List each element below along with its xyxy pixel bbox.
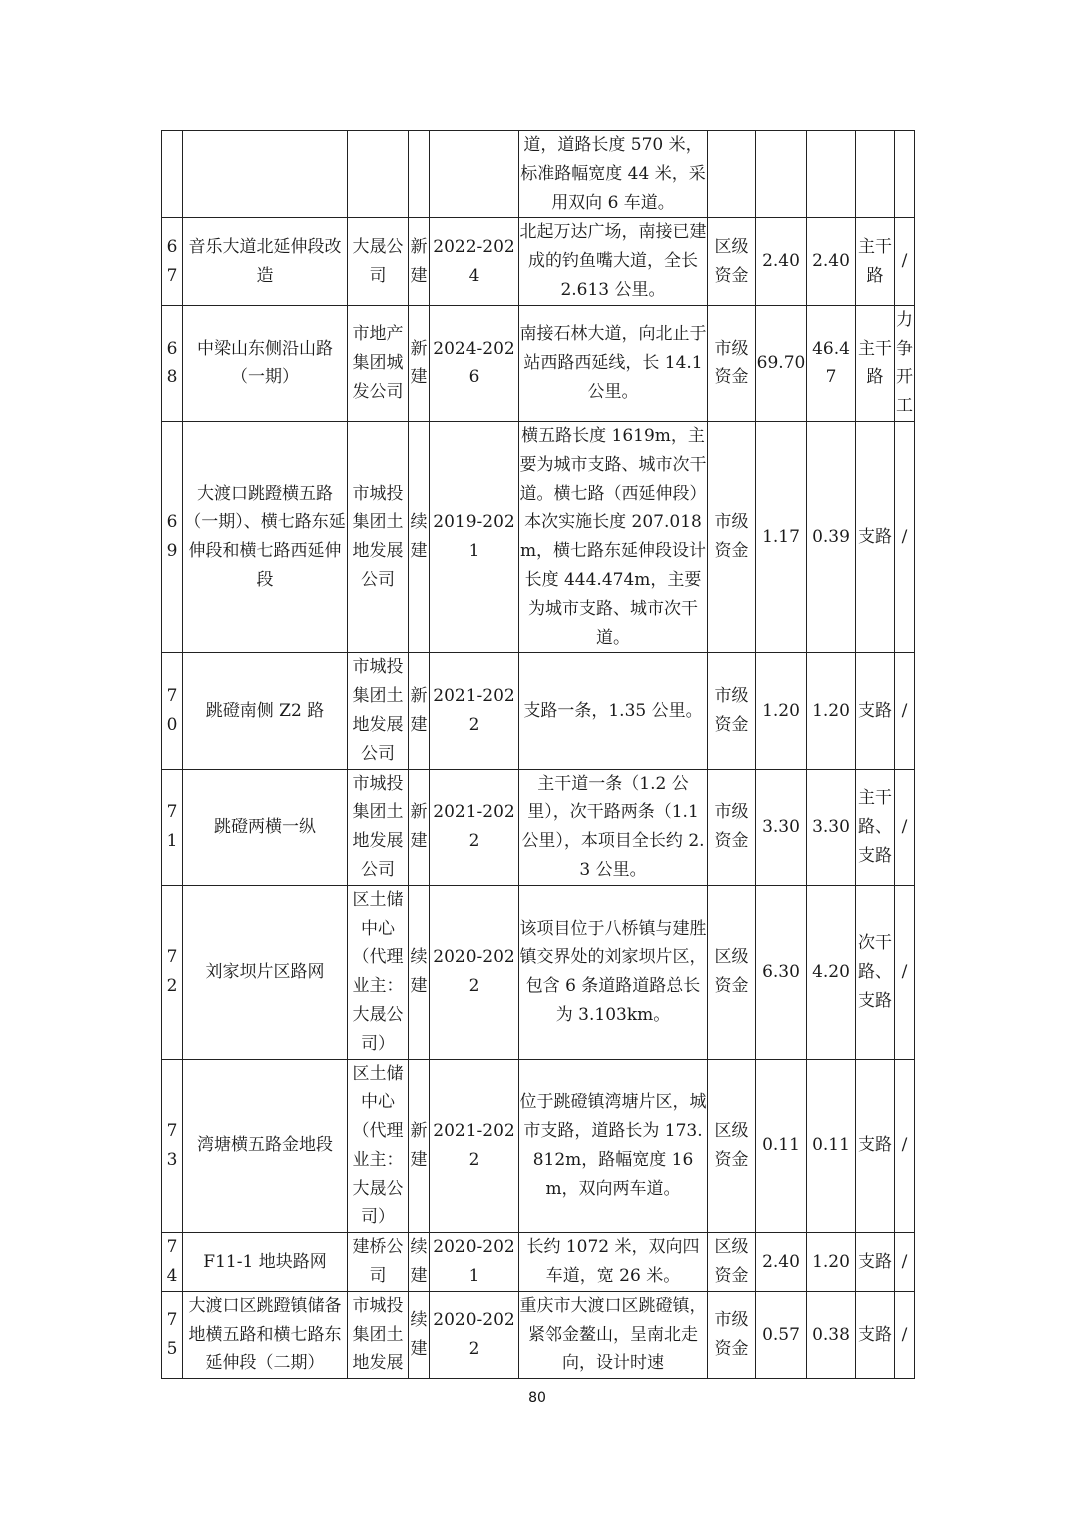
cell-name: 刘家坝片区路网 (183, 885, 348, 1059)
cell-content: 位于跳磴镇湾塘片区，城市支路，道路长为 173.812m，路幅宽度 16m，双向两车道。 (519, 1059, 708, 1233)
cell-content: 长约 1072 米，双向四车道，宽 26 米。 (519, 1233, 708, 1292)
cell-content: 道，道路长度 570 米，标准路幅宽度 44 米，采用双向 6 车道。 (519, 131, 708, 218)
cell-content: 支路一条，1.35 公里。 (519, 653, 708, 769)
cell-no (162, 131, 183, 218)
cell-type: 新建 (409, 1059, 430, 1233)
cell-fund: 市级资金 (708, 305, 756, 421)
cell-plan: 0.11 (807, 1059, 856, 1233)
cell-note: / (895, 1233, 915, 1292)
cell-type: 续建 (409, 885, 430, 1059)
cell-note (895, 131, 915, 218)
cell-total: 1.17 (756, 421, 807, 652)
cell-type: 续建 (409, 1291, 430, 1378)
cell-no: 67 (162, 218, 183, 305)
table-body (162, 131, 915, 1379)
cell-no: 73 (162, 1059, 183, 1233)
page-number: 80 (528, 1390, 546, 1406)
cell-total: 0.57 (756, 1291, 807, 1378)
cell-grade: 支路 (856, 653, 895, 769)
cell-total: 3.30 (756, 769, 807, 885)
cell-content: 南接石林大道，向北止于站西路西延线，长 14.1 公里。 (519, 305, 708, 421)
cell-grade: 支路 (856, 1059, 895, 1233)
cell-plan: 2.40 (807, 218, 856, 305)
cell-note: / (895, 218, 915, 305)
cell-name (183, 131, 348, 218)
cell-content: 横五路长度 1619m，主要为城市支路、城市次干道。横七路（西延伸段）本次实施长度 207.018m，横七路东延伸段设计长度 444.474m，主要为城市支路、城市次干道。 (519, 421, 708, 652)
table-row (162, 885, 915, 1059)
cell-plan: 1.20 (807, 1233, 856, 1292)
cell-no: 70 (162, 653, 183, 769)
table-row (162, 653, 915, 769)
cell-no: 69 (162, 421, 183, 652)
cell-unit: 市城投集团土地发展 (348, 1291, 409, 1378)
cell-name: 音乐大道北延伸段改造 (183, 218, 348, 305)
cell-total: 2.40 (756, 218, 807, 305)
cell-total: 6.30 (756, 885, 807, 1059)
cell-period: 2020-2021 (430, 1233, 519, 1292)
cell-type: 续建 (409, 1233, 430, 1292)
table-row (162, 218, 915, 305)
cell-no: 75 (162, 1291, 183, 1378)
cell-period: 2022-2024 (430, 218, 519, 305)
cell-type: 续建 (409, 421, 430, 652)
table-row (162, 1291, 915, 1378)
cell-period: 2020-2022 (430, 885, 519, 1059)
cell-name: 大渡口跳蹬横五路（一期）、横七路东延伸段和横七路西延伸段 (183, 421, 348, 652)
cell-grade: 次干路、支路 (856, 885, 895, 1059)
cell-name: 大渡口区跳蹬镇储备地横五路和横七路东延伸段（二期） (183, 1291, 348, 1378)
cell-plan: 0.38 (807, 1291, 856, 1378)
cell-name: 中梁山东侧沿山路（一期） (183, 305, 348, 421)
cell-note: / (895, 421, 915, 652)
cell-total: 1.20 (756, 653, 807, 769)
cell-grade (856, 131, 895, 218)
cell-period: 2021-2022 (430, 769, 519, 885)
cell-note: / (895, 1059, 915, 1233)
cell-plan (807, 131, 856, 218)
cell-unit: 区土储中心（代理业主：大晟公司） (348, 885, 409, 1059)
table-row (162, 769, 915, 885)
cell-fund: 市级资金 (708, 421, 756, 652)
cell-type: 新建 (409, 769, 430, 885)
cell-fund: 区级资金 (708, 1059, 756, 1233)
cell-type (409, 131, 430, 218)
cell-content: 重庆市大渡口区跳磴镇，紧邻金鳌山，呈南北走向，设计时速 (519, 1291, 708, 1378)
table-row (162, 305, 915, 421)
cell-period: 2024-2026 (430, 305, 519, 421)
cell-plan: 1.20 (807, 653, 856, 769)
cell-fund: 区级资金 (708, 1233, 756, 1292)
cell-name: 湾塘横五路金地段 (183, 1059, 348, 1233)
cell-note: / (895, 769, 915, 885)
cell-unit: 市地产集团城发公司 (348, 305, 409, 421)
cell-period: 2019-2021 (430, 421, 519, 652)
cell-no: 68 (162, 305, 183, 421)
project-table (161, 130, 915, 1379)
table-row (162, 1233, 915, 1292)
cell-unit: 区土储中心（代理业主：大晟公司） (348, 1059, 409, 1233)
cell-plan: 4.20 (807, 885, 856, 1059)
cell-unit: 建桥公司 (348, 1233, 409, 1292)
cell-grade: 主干路 (856, 218, 895, 305)
cell-name: 跳磴两横一纵 (183, 769, 348, 885)
cell-fund: 区级资金 (708, 218, 756, 305)
cell-fund: 市级资金 (708, 1291, 756, 1378)
cell-note: / (895, 653, 915, 769)
cell-unit: 市城投集团土地发展公司 (348, 769, 409, 885)
cell-total (756, 131, 807, 218)
table-row (162, 421, 915, 652)
cell-unit: 市城投集团土地发展公司 (348, 421, 409, 652)
cell-plan: 46.47 (807, 305, 856, 421)
cell-content: 北起万达广场，南接已建成的钓鱼嘴大道，全长 2.613 公里。 (519, 218, 708, 305)
cell-unit: 市城投集团土地发展公司 (348, 653, 409, 769)
cell-type: 新建 (409, 305, 430, 421)
cell-grade: 支路 (856, 1233, 895, 1292)
cell-no: 71 (162, 769, 183, 885)
cell-type: 新建 (409, 653, 430, 769)
cell-fund (708, 131, 756, 218)
table-row (162, 1059, 915, 1233)
cell-grade: 支路 (856, 421, 895, 652)
cell-plan: 3.30 (807, 769, 856, 885)
cell-note: / (895, 885, 915, 1059)
cell-note: / (895, 1291, 915, 1378)
cell-total: 2.40 (756, 1233, 807, 1292)
cell-total: 69.70 (756, 305, 807, 421)
cell-period: 2021-2022 (430, 653, 519, 769)
cell-note: 力争开工 (895, 305, 915, 421)
cell-grade: 支路 (856, 1291, 895, 1378)
cell-name: 跳磴南侧 Z2 路 (183, 653, 348, 769)
cell-unit: 大晟公司 (348, 218, 409, 305)
cell-type: 新建 (409, 218, 430, 305)
cell-plan: 0.39 (807, 421, 856, 652)
cell-period: 2021-2022 (430, 1059, 519, 1233)
cell-no: 72 (162, 885, 183, 1059)
cell-grade: 主干路 (856, 305, 895, 421)
cell-fund: 市级资金 (708, 653, 756, 769)
cell-unit (348, 131, 409, 218)
cell-content: 该项目位于八桥镇与建胜镇交界处的刘家坝片区，包含 6 条道路道路总长为 3.103km。 (519, 885, 708, 1059)
cell-period (430, 131, 519, 218)
cell-no: 74 (162, 1233, 183, 1292)
cell-name: F11-1 地块路网 (183, 1233, 348, 1292)
cell-grade: 主干路、支路 (856, 769, 895, 885)
cell-fund: 区级资金 (708, 885, 756, 1059)
cell-total: 0.11 (756, 1059, 807, 1233)
cell-content: 主干道一条（1.2 公里），次干路两条（1.1 公里），本项目全长约 2.3 公里。 (519, 769, 708, 885)
cell-fund: 市级资金 (708, 769, 756, 885)
table-row (162, 131, 915, 218)
cell-period: 2020-2022 (430, 1291, 519, 1378)
